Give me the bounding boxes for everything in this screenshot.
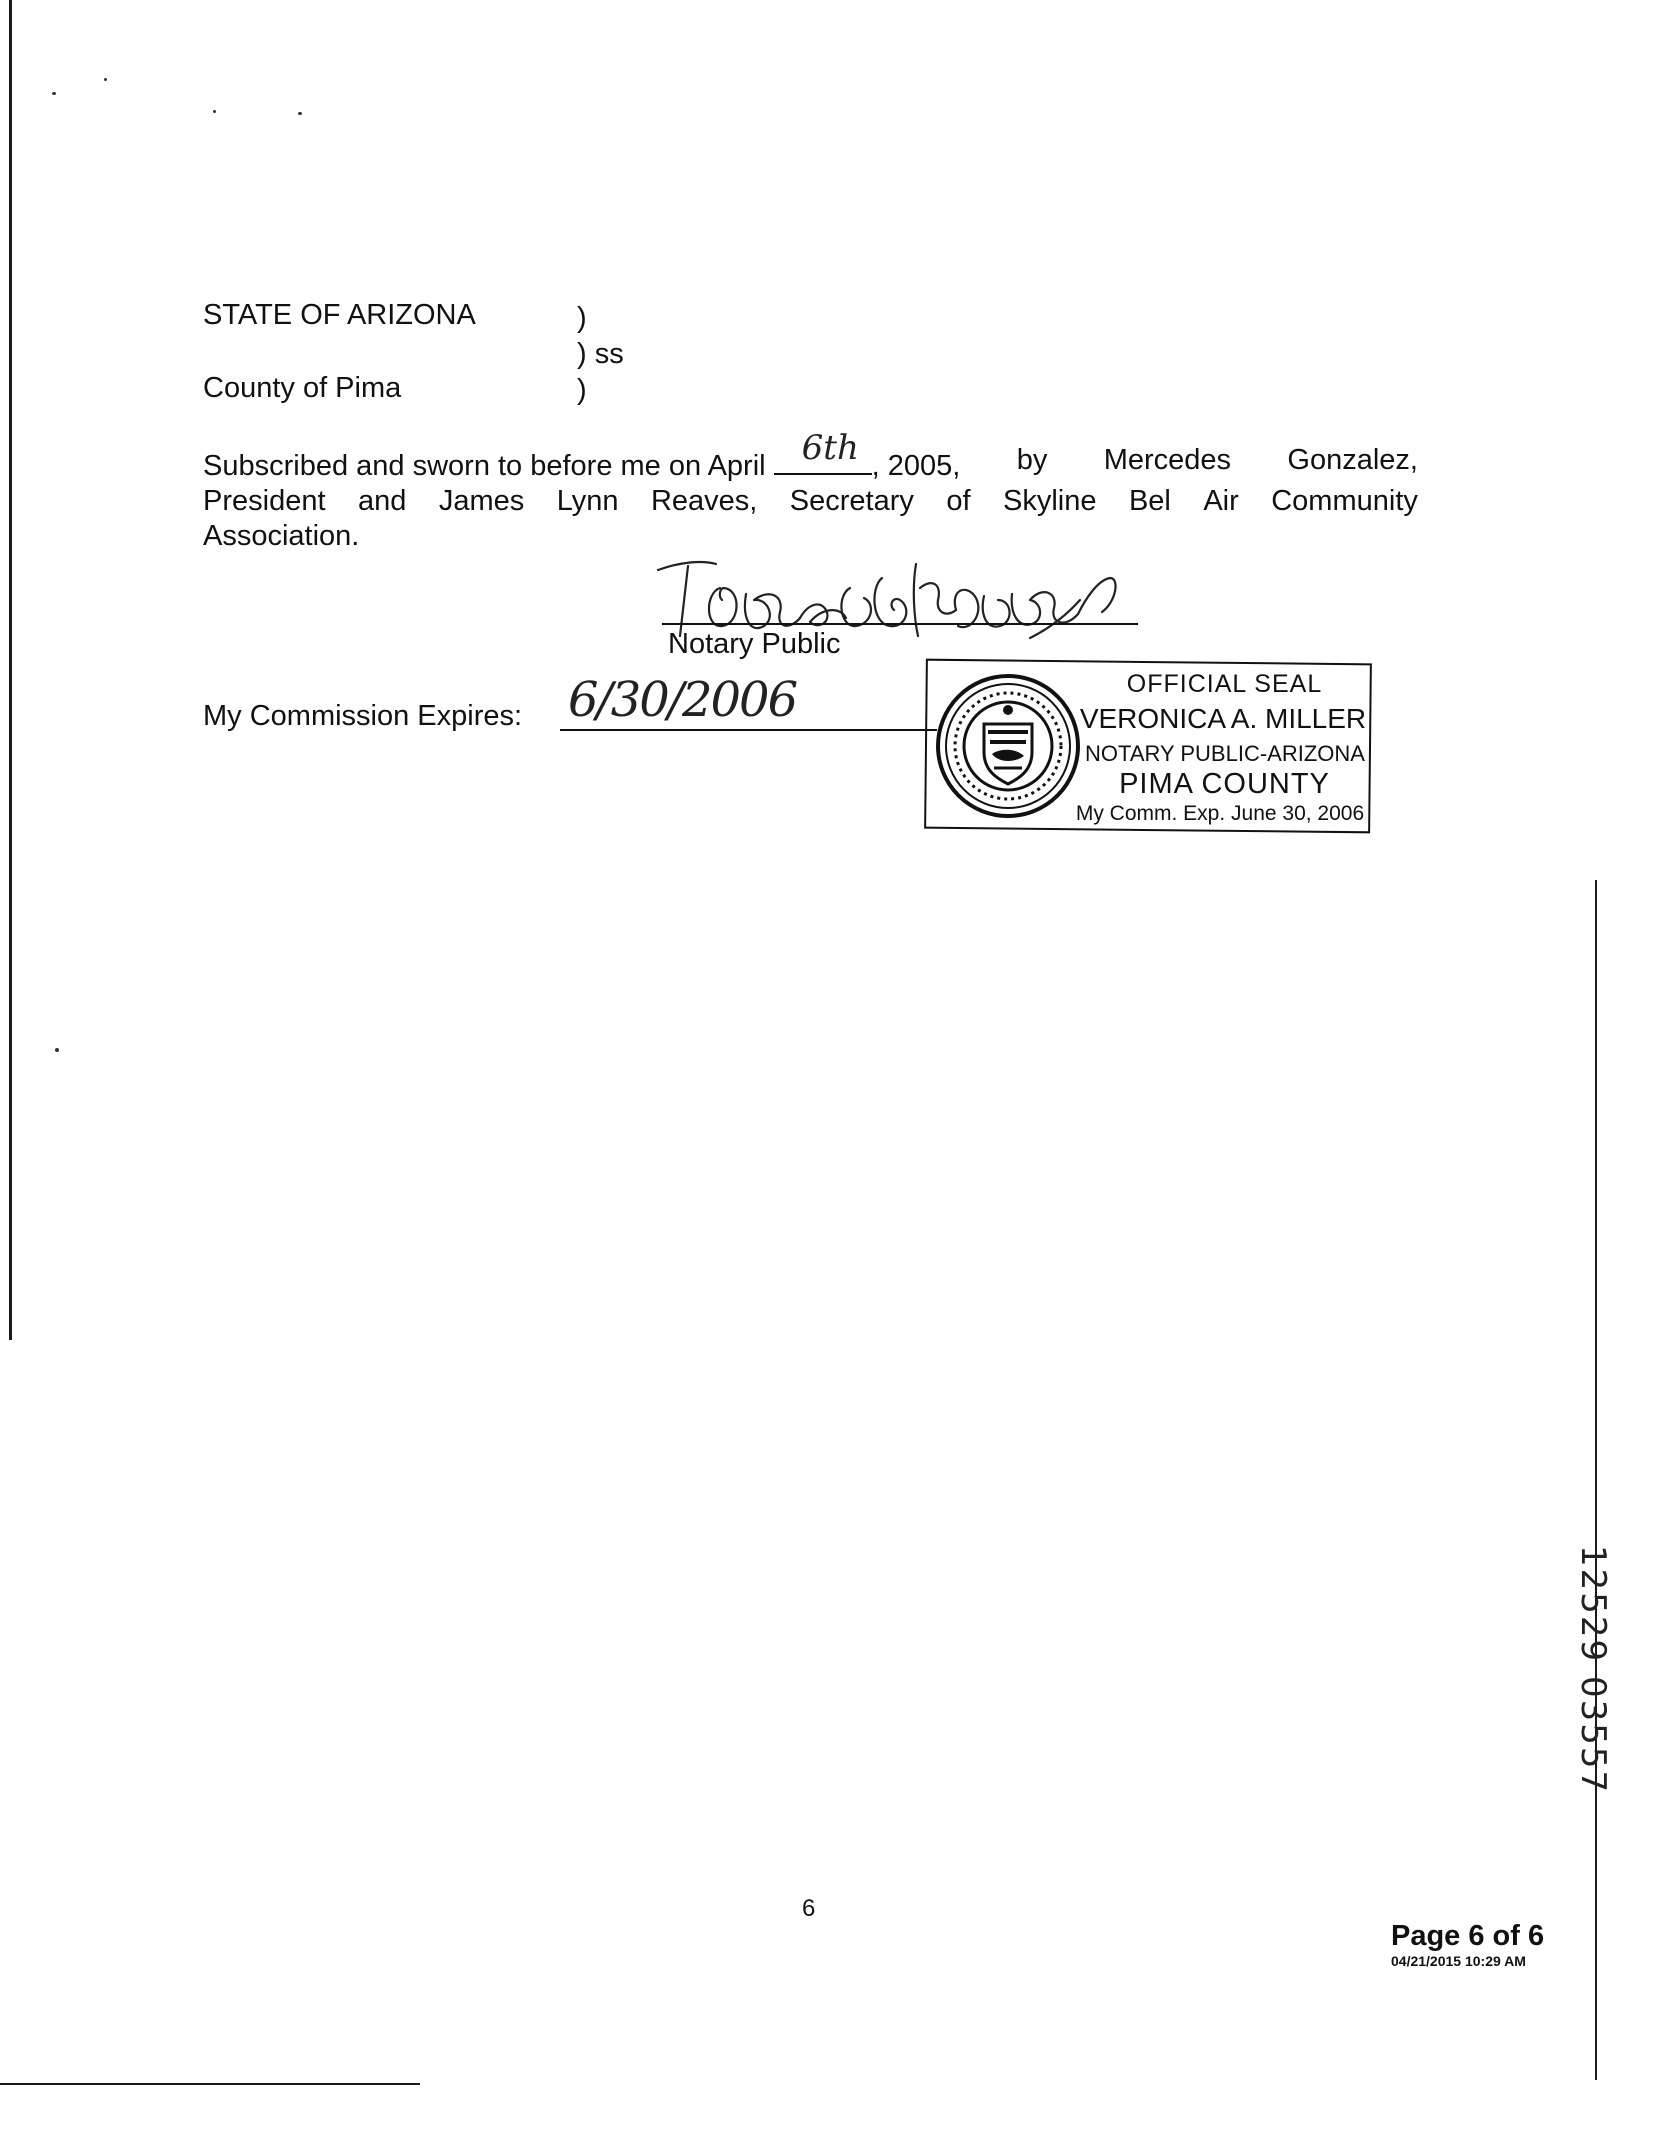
- page-of-label: Page 6 of 6: [1391, 1920, 1545, 1952]
- jurat-word: James: [438, 485, 525, 517]
- jurat-word: by: [1016, 444, 1048, 476]
- seal-expiration: My Comm. Exp. June 30, 2006: [1075, 802, 1365, 825]
- recording-number: 12529 03557: [1573, 1545, 1613, 1795]
- jurat-paragraph: [203, 428, 1418, 554]
- jurat-word: Secretary: [789, 485, 914, 517]
- venue-ss: ) ss: [577, 338, 624, 370]
- jurat-word: of: [946, 485, 971, 517]
- jurat-year: , 2005,: [871, 450, 961, 482]
- jurat-word: Gonzalez,: [1287, 444, 1418, 476]
- seal-notary-role: NOTARY PUBLIC-ARIZONA: [1085, 741, 1365, 766]
- venue-paren: ): [577, 302, 587, 334]
- jurat-word: Mercedes: [1103, 444, 1232, 476]
- arizona-state-seal-icon: [934, 672, 1082, 820]
- notary-public-label: Notary Public: [668, 628, 841, 660]
- scan-speck: [213, 110, 216, 113]
- jurat-word: Lynn: [556, 485, 619, 517]
- seal-notary-name: VERONICA A. MILLER: [1079, 703, 1367, 734]
- seal-title: OFFICIAL SEAL: [1126, 670, 1323, 698]
- commission-line: [560, 729, 937, 731]
- commission-label: My Commission Expires:: [203, 700, 523, 732]
- jurat-word: and: [357, 485, 407, 517]
- jurat-word: Reaves,: [650, 485, 758, 517]
- scan-speck: [55, 1048, 59, 1052]
- scan-speck: [104, 78, 107, 81]
- jurat-text: Subscribed and sworn to before me on April: [203, 450, 766, 482]
- jurat-word: Skyline: [1003, 485, 1097, 517]
- timestamp: 04/21/2015 10:29 AM: [1391, 1953, 1526, 1969]
- jurat-word: Air: [1203, 485, 1239, 517]
- scan-speck: [52, 92, 56, 95]
- seal-county: PIMA COUNTY: [1119, 768, 1330, 800]
- bottom-scan-edge: [0, 2083, 420, 2085]
- left-scan-edge: [9, 0, 12, 1340]
- jurat-line-1: [203, 428, 1418, 484]
- page-number: 6: [802, 1895, 816, 1922]
- venue-paren: ): [577, 374, 587, 406]
- venue-state: STATE OF ARIZONA: [203, 299, 476, 331]
- right-scan-edge: [1595, 880, 1597, 2080]
- scan-speck: [298, 112, 302, 115]
- day-handwritten: 6th: [801, 428, 859, 468]
- jurat-line-2: [203, 484, 1418, 519]
- venue-county: County of Pima: [203, 372, 402, 404]
- jurat-word: Community: [1271, 485, 1418, 517]
- jurat-word: President: [203, 485, 326, 517]
- day-blank: [774, 428, 872, 475]
- jurat-word: Association.: [203, 520, 360, 552]
- jurat-word: Bel: [1128, 485, 1171, 517]
- commission-date-handwritten: 6/30/2006: [568, 672, 797, 728]
- signature-line: [662, 623, 1138, 625]
